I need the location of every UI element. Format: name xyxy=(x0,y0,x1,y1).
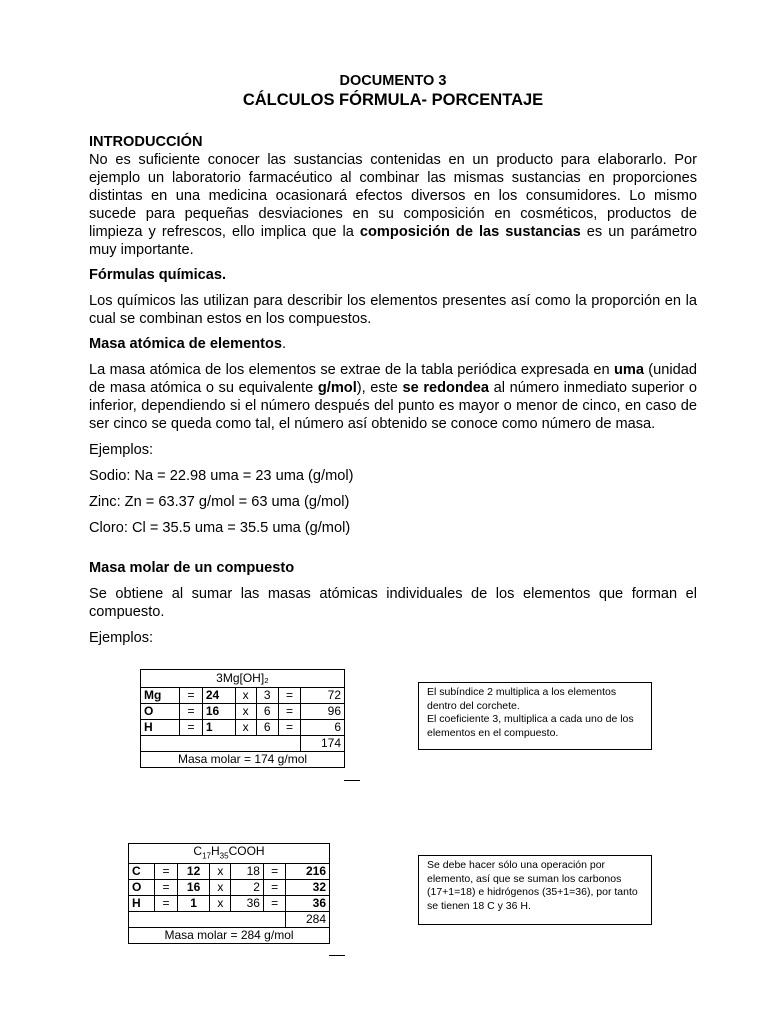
formulas-heading: Fórmulas químicas. xyxy=(89,267,227,283)
table1-result: Masa molar = 174 g/mol xyxy=(141,752,345,768)
total-cell: 6 xyxy=(301,720,345,736)
molar-mass-paragraph: Se obtiene al sumar las masas atómicas individuales de los elementos que forman el compuesto. xyxy=(89,586,697,620)
atomic-mass-text-4: al número inmediato superior o inferior, dependiendo si el número después del punto es mayor o menor de cinco, en caso de ser cinco se queda como tal, el número así obtenido se conoce como número de masa. xyxy=(89,380,698,432)
table-row xyxy=(141,688,345,704)
count-cell: 18 xyxy=(231,864,264,880)
times-cell: x xyxy=(210,864,231,880)
document-title: CÁLCULOS FÓRMULA- PORCENTAJE xyxy=(242,91,544,109)
intro-heading: INTRODUCCIÓN xyxy=(89,134,203,150)
example-sodium: Sodio: Na = 22.98 uma = 23 uma (g/mol) xyxy=(89,468,354,484)
times-cell: x xyxy=(210,896,231,912)
molar-mass-heading: Masa molar de un compuesto xyxy=(89,560,295,576)
table1-formula: 3Mg[OH]₂ xyxy=(141,670,345,688)
times-cell: x xyxy=(235,704,256,720)
sum-spacer-cell xyxy=(129,912,286,928)
element-cell: Mg xyxy=(141,688,180,704)
table1-underline-tick xyxy=(344,780,360,781)
equals-cell: = xyxy=(155,880,178,896)
intro-text-end: es un parámetro muy importante. xyxy=(89,224,697,258)
count-cell: 6 xyxy=(256,704,278,720)
equals-cell: = xyxy=(180,688,203,704)
count-cell: 36 xyxy=(231,896,264,912)
total-cell: 32 xyxy=(286,880,330,896)
example-zinc: Zinc: Zn = 63.37 g/mol = 63 uma (g/mol) xyxy=(89,494,350,510)
equals-cell: = xyxy=(263,880,286,896)
formula-subscript: 17 xyxy=(202,851,211,861)
total-cell: 216 xyxy=(286,864,330,880)
equals-cell: = xyxy=(278,688,301,704)
sum-spacer-cell xyxy=(141,736,301,752)
mass-cell: 16 xyxy=(202,704,235,720)
equals-cell: = xyxy=(278,704,301,720)
intro-paragraph xyxy=(89,151,697,259)
table1-note: El subíndice 2 multiplica a los elementos dentro del corchete. El coeficiente 3, multiplica a cada uno de los elementos en el compuesto. xyxy=(418,682,652,750)
atomic-mass-text-1: La masa atómica de los elementos se extrae de la tabla periódica expresada en xyxy=(89,362,614,378)
example-chlorine: Cloro: Cl = 35.5 uma = 35.5 uma (g/mol) xyxy=(89,520,351,536)
equals-cell: = xyxy=(263,864,286,880)
times-cell: x xyxy=(235,720,256,736)
count-cell: 2 xyxy=(231,880,264,896)
times-cell: x xyxy=(210,880,231,896)
formulas-section xyxy=(89,266,697,328)
element-cell: H xyxy=(129,896,155,912)
equals-cell: = xyxy=(263,896,286,912)
mass-cell: 1 xyxy=(177,896,210,912)
atomic-mass-text-3: ), este xyxy=(356,380,403,396)
document-number: DOCUMENTO 3 xyxy=(339,73,447,89)
total-cell: 72 xyxy=(301,688,345,704)
table2-note: Se debe hacer sólo una operación por elemento, así que se suman los carbonos (17+1=18) e hidrógenos (35+1=36), por tanto se tienen 18 C y 36 H. xyxy=(418,855,652,925)
table2-sum: 284 xyxy=(286,912,330,928)
equals-cell: = xyxy=(180,720,203,736)
mass-cell: 24 xyxy=(202,688,235,704)
equals-cell: = xyxy=(155,864,178,880)
atomic-mass-bold-2: g/mol xyxy=(317,380,357,396)
element-cell: O xyxy=(141,704,180,720)
molar-examples-label: Ejemplos: xyxy=(89,630,154,646)
formula-part: COOH xyxy=(228,844,265,858)
atomic-mass-paragraph xyxy=(89,361,697,433)
molar-mass-table-1 xyxy=(140,669,345,768)
table-row xyxy=(129,880,330,896)
atomic-mass-section xyxy=(89,335,697,537)
atomic-mass-heading-line xyxy=(89,335,697,353)
table2-formula xyxy=(129,844,330,864)
equals-cell: = xyxy=(278,720,301,736)
atomic-mass-heading: Masa atómica de elementos xyxy=(89,336,283,352)
atomic-mass-bold-1: uma xyxy=(613,362,644,378)
atomic-mass-text-2: (unidad de masa atómica o su equivalente xyxy=(89,362,697,396)
molar-mass-section xyxy=(89,559,697,647)
table-row xyxy=(141,720,345,736)
mass-cell: 12 xyxy=(177,864,210,880)
mass-cell: 1 xyxy=(202,720,235,736)
count-cell: 6 xyxy=(256,720,278,736)
intro-bold-text: composición de las sustancias xyxy=(359,224,581,240)
element-cell: H xyxy=(141,720,180,736)
table-row xyxy=(141,704,345,720)
count-cell: 3 xyxy=(256,688,278,704)
formula-subscript: 35 xyxy=(219,851,229,861)
table2-underline-tick xyxy=(329,955,345,956)
equals-cell: = xyxy=(155,896,178,912)
table1-sum: 174 xyxy=(301,736,345,752)
total-cell: 96 xyxy=(301,704,345,720)
formulas-paragraph: Los químicos las utilizan para describir los elementos presentes así como la proporción en la cual se combinan estos en los compuestos. xyxy=(89,293,697,327)
formula-part: H xyxy=(211,844,220,858)
intro-text: No es suficiente conocer las sustancias contenidas en un producto para elaborarlo. Por ejemplo un laboratorio farmacéutico al combinar las mismas sustancias en proporciones distintas en una medicina ocasionará efectos diversos en los consumidores. Lo mismo sucede para pequeñas desviaciones en su composición en cosméticos, productos de limpieza y refrescos, ello implica que la xyxy=(89,152,697,240)
table-row xyxy=(129,896,330,912)
table-row xyxy=(129,864,330,880)
total-cell: 36 xyxy=(286,896,330,912)
equals-cell: = xyxy=(180,704,203,720)
formula-part: C xyxy=(193,844,203,858)
table2-result: Masa molar = 284 g/mol xyxy=(129,928,330,944)
element-cell: C xyxy=(129,864,155,880)
atomic-mass-bold-3: se redondea xyxy=(402,380,490,396)
intro-section xyxy=(89,133,697,259)
atomic-mass-heading-suffix: . xyxy=(282,336,287,352)
element-cell: O xyxy=(129,880,155,896)
molar-mass-table-2 xyxy=(128,843,330,944)
examples-label: Ejemplos: xyxy=(89,442,154,458)
mass-cell: 16 xyxy=(177,880,210,896)
times-cell: x xyxy=(235,688,256,704)
